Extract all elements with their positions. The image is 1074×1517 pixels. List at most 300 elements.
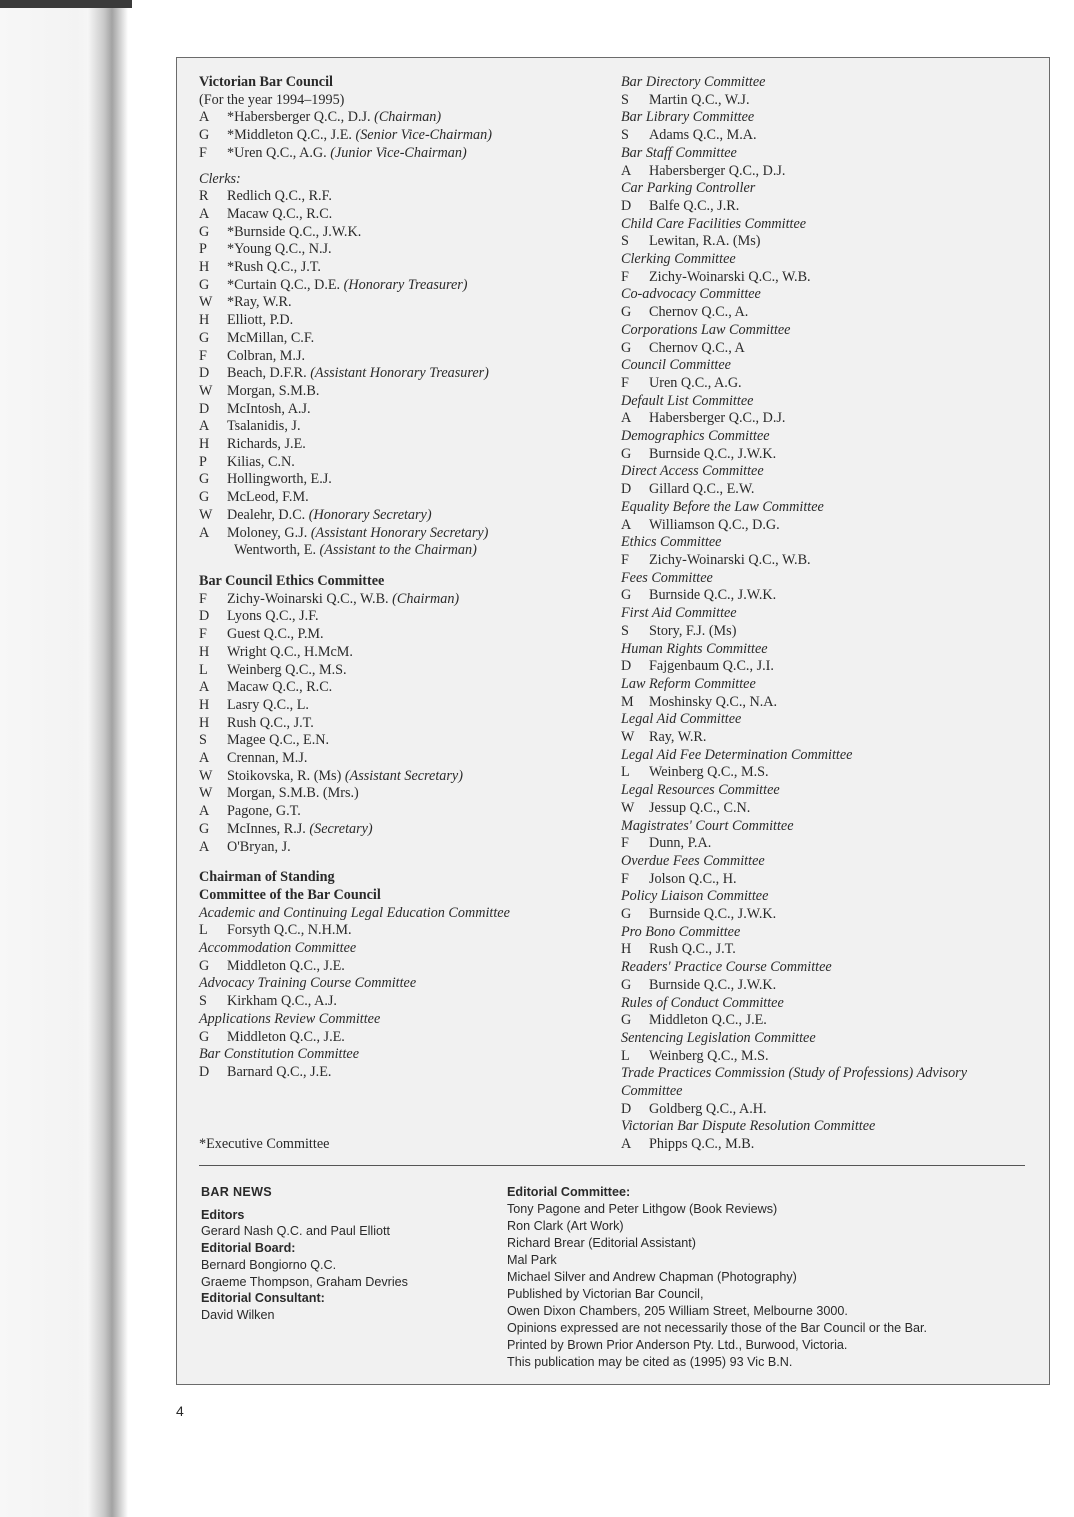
member-entry [199, 542, 609, 560]
member-entry [621, 906, 1041, 924]
credit-line: Michael Silver and Andrew Chapman (Photography) [507, 1270, 797, 1284]
clerk-code: A [199, 524, 210, 541]
member-entry [621, 1136, 1041, 1154]
clerk-code: F [199, 347, 207, 364]
member-entry [199, 662, 609, 680]
clerk-code: M [621, 693, 634, 710]
member-entry [199, 525, 609, 543]
member-entry [621, 694, 1041, 712]
clerk-code: F [199, 144, 207, 161]
member-entry [621, 764, 1041, 782]
member-name: Pagone, G.T. [227, 803, 301, 820]
page-spine [88, 0, 128, 1517]
member-entry [199, 768, 609, 786]
member-name: Weinberg Q.C., M.S. [227, 661, 347, 678]
masthead-title: BAR NEWS [201, 1185, 272, 1199]
member-entry [199, 401, 609, 419]
member-entry [199, 715, 609, 733]
committee-title: Co-advocacy Committee [621, 286, 761, 303]
member-entry [199, 330, 609, 348]
clerk-code: D [199, 1063, 210, 1080]
member-entry [199, 127, 609, 145]
clerk-code: W [621, 729, 635, 746]
credit-line: Tony Pagone and Peter Lithgow (Book Reviews) [507, 1202, 778, 1216]
member-entry [199, 591, 609, 609]
member-entry [621, 658, 1041, 676]
member-name: Uren Q.C., A.G. [649, 374, 742, 391]
member-role: (Assistant Honorary Secretary) [310, 524, 489, 541]
member-name: Burnside Q.C., J.W.K. [649, 976, 777, 993]
committee-title: Fees Committee [621, 569, 713, 586]
credit-line: Printed by Brown Prior Anderson Pty. Ltd., Burwood, Victoria. [507, 1338, 848, 1352]
member-name: Lyons Q.C., J.F. [227, 608, 319, 625]
member-name: Moshinsky Q.C., N.A. [649, 693, 778, 710]
clerk-code: L [621, 1047, 630, 1064]
member-name: Kilias, C.N. [227, 453, 295, 470]
board-member: Graeme Thompson, Graham Devries [201, 1274, 408, 1289]
board-member: Bernard Bongiorno Q.C. [201, 1257, 337, 1272]
member-entry [199, 365, 609, 383]
committee-title: Magistrates' Court Committee [621, 817, 794, 834]
member-name: Crennan, M.J. [227, 750, 308, 767]
member-name: Lewitan, R.A. (Ms) [649, 233, 761, 250]
committee-title: Bar Constitution Committee [199, 1046, 360, 1063]
member-entry [199, 993, 609, 1011]
member-entry [621, 481, 1041, 499]
clerk-code: A [621, 162, 632, 179]
clerk-code: W [199, 767, 213, 784]
member-entry [199, 732, 609, 750]
clerk-code: H [199, 312, 210, 329]
member-entry [199, 1029, 609, 1047]
member-name: Weinberg Q.C., M.S. [649, 764, 769, 781]
member-role: (Senior Vice-Chairman) [355, 127, 492, 144]
editors-heading: Editors [201, 1207, 245, 1222]
clerk-code: G [621, 339, 632, 356]
committee-title: First Aid Committee [621, 605, 737, 622]
member-entry [199, 839, 609, 857]
member-role: (Honorary Treasurer) [343, 276, 468, 293]
member-entry [199, 958, 609, 976]
member-role: (Junior Vice-Chairman) [330, 144, 467, 161]
left-column [199, 74, 609, 1082]
committee-title: Bar Staff Committee [621, 144, 737, 161]
clerk-code: W [199, 785, 213, 802]
credit-line: Richard Brear (Editorial Assistant) [507, 1236, 696, 1250]
clerk-code: G [199, 489, 210, 506]
clerk-code: G [199, 127, 210, 144]
member-role: (Assistant to the Chairman) [319, 542, 477, 559]
clerk-code: A [621, 410, 632, 427]
clerk-code: D [199, 365, 210, 382]
clerk-code: P [199, 453, 207, 470]
clerk-code: H [621, 941, 632, 958]
committee-title: Car Parking Controller [621, 180, 756, 197]
member-entry [199, 188, 609, 206]
clerk-code: W [199, 294, 213, 311]
member-name: Middleton Q.C., J.E. [227, 957, 345, 974]
clerk-code: S [199, 993, 207, 1010]
member-name: Beach, D.F.R. [227, 365, 307, 382]
clerk-code: G [199, 471, 210, 488]
clerk-code: G [621, 976, 632, 993]
member-name: Burnside Q.C., J.W.K. [649, 445, 777, 462]
member-name: Zichy-Woinarski Q.C., W.B. [649, 551, 811, 568]
committee-title: Legal Aid Committee [621, 711, 742, 728]
member-entry [199, 507, 609, 525]
clerk-code: D [199, 608, 210, 625]
credit-line: This publication may be cited as (1995) 93 Vic B.N. [507, 1355, 793, 1369]
member-name: Dealehr, D.C. [227, 506, 306, 523]
consultant-heading: Editorial Consultant: [201, 1291, 325, 1306]
clerk-code: S [199, 732, 207, 749]
committee-title: Victorian Bar Dispute Resolution Committee [621, 1118, 876, 1135]
committee-title: Sentencing Legislation Committee [621, 1029, 816, 1046]
member-entry [199, 489, 609, 507]
member-name: Macaw Q.C., R.C. [227, 679, 333, 696]
member-name: Goldberg Q.C., A.H. [649, 1100, 767, 1117]
clerk-code: P [199, 241, 207, 258]
member-entry [199, 294, 609, 312]
member-entry [199, 277, 609, 295]
committee-title: Bar Library Committee [621, 109, 755, 126]
clerk-code: S [621, 91, 629, 108]
clerk-code: G [199, 223, 210, 240]
member-name: Zichy-Woinarski Q.C., W.B. [227, 590, 389, 607]
member-entry [621, 304, 1041, 322]
member-name: Moloney, G.J. [227, 524, 308, 541]
clerk-code: G [199, 820, 210, 837]
credit-line: Owen Dixon Chambers, 205 William Street, Melbourne 3000. [507, 1304, 848, 1318]
member-name: Dunn, P.A. [649, 835, 712, 852]
member-name: *Ray, W.R. [227, 294, 292, 311]
committee-title: Committee [621, 1083, 683, 1100]
page-number: 4 [176, 1403, 184, 1419]
member-entry [621, 163, 1041, 181]
member-entry [621, 871, 1041, 889]
member-entry [621, 800, 1041, 818]
member-name: Gillard Q.C., E.W. [649, 481, 755, 498]
member-name: McInnes, R.J. [227, 820, 306, 837]
clerk-code: G [621, 445, 632, 462]
committee-title: Law Reform Committee [621, 675, 756, 692]
committee-title: Ethics Committee [621, 534, 722, 551]
member-name: Stoikovska, R. (Ms) [227, 767, 342, 784]
member-name: O'Bryan, J. [227, 838, 291, 855]
credits-heading: Editorial Committee: [507, 1185, 631, 1199]
member-name: Wright Q.C., H.McM. [227, 643, 353, 660]
member-entry [621, 835, 1041, 853]
editors: Gerard Nash Q.C. and Paul Elliott [201, 1224, 390, 1239]
member-entry [621, 1012, 1041, 1030]
clerk-code: H [199, 643, 210, 660]
member-role: (Assistant Secretary) [344, 767, 463, 784]
member-name: Hollingworth, E.J. [227, 471, 332, 488]
member-name: Fajgenbaum Q.C., J.I. [649, 658, 774, 675]
committee-title: Demographics Committee [621, 428, 770, 445]
clerk-code: A [621, 516, 632, 533]
member-name: *Young Q.C., N.J. [227, 241, 332, 258]
member-role: (Secretary) [309, 820, 373, 837]
member-entry [621, 517, 1041, 535]
member-entry [621, 552, 1041, 570]
clerk-code: F [621, 551, 629, 568]
member-name: Chernov Q.C., A [649, 339, 745, 356]
member-name: Martin Q.C., W.J. [649, 91, 750, 108]
member-name: *Uren Q.C., A.G. [227, 144, 327, 161]
section-heading: Committee of the Bar Council [199, 886, 381, 903]
committee-title: Advocacy Training Course Committee [199, 975, 417, 992]
member-name: Elliott, P.D. [227, 312, 294, 329]
member-entry [199, 109, 609, 127]
page-edge-tab [0, 0, 132, 8]
spacer [199, 163, 609, 171]
member-name: Habersberger Q.C., D.J. [649, 410, 786, 427]
clerk-code: D [621, 197, 632, 214]
credit-line: Published by Victorian Bar Council, [507, 1287, 704, 1301]
committee-title: Default List Committee [621, 392, 754, 409]
member-name: Richards, J.E. [227, 436, 306, 453]
member-name: Jolson Q.C., H. [649, 870, 737, 887]
member-name: Ray, W.R. [649, 729, 707, 746]
member-name: *Rush Q.C., J.T. [227, 259, 321, 276]
clerk-code: G [621, 1012, 632, 1029]
member-entry [621, 977, 1041, 995]
committee-title: Trade Practices Commission (Study of Professions) Advisory [621, 1065, 967, 1082]
clerk-code: S [621, 233, 629, 250]
clerk-code: F [199, 626, 207, 643]
content-frame [176, 57, 1050, 1385]
footnote: *Executive Committee [199, 1136, 330, 1152]
clerk-code: D [199, 400, 210, 417]
committee-title: Overdue Fees Committee [621, 852, 765, 869]
clerk-code: G [199, 957, 210, 974]
committee-title: Bar Directory Committee [621, 74, 766, 90]
member-name: Colbran, M.J. [227, 347, 306, 364]
member-entry [199, 821, 609, 839]
committee-title: Clerking Committee [621, 251, 736, 268]
member-name: Chernov Q.C., A. [649, 304, 749, 321]
member-entry [199, 750, 609, 768]
member-entry [621, 729, 1041, 747]
member-entry [199, 312, 609, 330]
member-entry [199, 679, 609, 697]
board-heading: Editorial Board: [201, 1241, 296, 1256]
member-entry [199, 803, 609, 821]
member-name: Redlich Q.C., R.F. [227, 188, 332, 205]
clerk-code: F [621, 835, 629, 852]
clerk-code: S [621, 127, 629, 144]
member-entry [199, 785, 609, 803]
committee-title: Pro Bono Committee [621, 923, 741, 940]
committee-title: Council Committee [621, 357, 731, 374]
clerk-code: A [199, 750, 210, 767]
clerk-code: A [199, 679, 210, 696]
member-name: Morgan, S.M.B. [227, 382, 320, 399]
member-entry [199, 644, 609, 662]
clerk-code: A [199, 418, 210, 435]
clerk-code: G [199, 1028, 210, 1045]
member-name: Burnside Q.C., J.W.K. [649, 906, 777, 923]
clerk-code: D [621, 481, 632, 498]
member-name: Adams Q.C., M.A. [649, 127, 757, 144]
member-name: *Curtain Q.C., D.E. [227, 276, 341, 293]
member-entry [199, 259, 609, 277]
committee-title: Equality Before the Law Committee [621, 498, 824, 515]
right-column [621, 74, 1041, 1154]
committee-title: Clerks: [199, 170, 241, 187]
credit-line: Mal Park [507, 1253, 557, 1267]
member-role: (Chairman) [374, 109, 442, 126]
member-name: Guest Q.C., P.M. [227, 626, 324, 643]
term-note: (For the year 1994–1995) [199, 91, 345, 108]
member-entry [199, 241, 609, 259]
member-entry [621, 623, 1041, 641]
section-heading: Victorian Bar Council [199, 74, 333, 90]
member-entry [199, 348, 609, 366]
member-entry [199, 608, 609, 626]
clerk-code: G [621, 587, 632, 604]
member-entry [199, 436, 609, 454]
clerk-code: G [621, 304, 632, 321]
member-name: McMillan, C.F. [227, 329, 315, 346]
member-entry [199, 145, 609, 163]
member-entry [199, 418, 609, 436]
committee-title: Legal Aid Fee Determination Committee [621, 746, 853, 763]
member-name: *Habersberger Q.C., D.J. [227, 109, 371, 126]
member-name: Tsalanidis, J. [227, 418, 301, 435]
consultant: David Wilken [201, 1307, 275, 1322]
member-name: *Burnside Q.C., J.W.K. [227, 223, 362, 240]
member-name: *Middleton Q.C., J.E. [227, 127, 352, 144]
member-name: Balfe Q.C., J.R. [649, 197, 740, 214]
member-name: Middleton Q.C., J.E. [649, 1012, 767, 1029]
member-entry [621, 410, 1041, 428]
clerk-code: G [621, 906, 632, 923]
member-entry [621, 941, 1041, 959]
member-entry [621, 127, 1041, 145]
editorial-credits [507, 1184, 1037, 1371]
committee-title: Legal Resources Committee [621, 782, 780, 799]
section-heading: Bar Council Ethics Committee [199, 572, 385, 589]
member-name: Magee Q.C., E.N. [227, 732, 330, 749]
committee-title: Accommodation Committee [199, 940, 357, 957]
committee-title: Human Rights Committee [621, 640, 768, 657]
member-name: Rush Q.C., J.T. [227, 714, 314, 731]
member-entry [199, 1064, 609, 1082]
clerk-code: F [621, 268, 629, 285]
member-entry [199, 471, 609, 489]
member-name: Story, F.J. (Ms) [649, 622, 737, 639]
member-role: (Chairman) [392, 590, 460, 607]
clerk-code: H [199, 436, 210, 453]
member-name: Williamson Q.C., D.G. [649, 516, 780, 533]
member-name: Rush Q.C., J.T. [649, 941, 736, 958]
clerk-code: L [199, 661, 208, 678]
clerk-code: H [199, 259, 210, 276]
masthead [201, 1184, 481, 1324]
clerk-code: G [199, 276, 210, 293]
clerk-code: L [199, 922, 208, 939]
member-name: Phipps Q.C., M.B. [649, 1136, 755, 1153]
member-entry [621, 1101, 1041, 1119]
member-name: Barnard Q.C., J.E. [227, 1063, 332, 1080]
member-entry [621, 375, 1041, 393]
member-role: (Assistant Honorary Treasurer) [310, 365, 489, 382]
clerk-code: S [621, 622, 629, 639]
clerk-code: A [199, 803, 210, 820]
member-entry [621, 198, 1041, 216]
member-name: Wentworth, E. [234, 542, 316, 559]
spacer [199, 856, 609, 869]
member-entry [621, 269, 1041, 287]
member-name: Lasry Q.C., L. [227, 696, 309, 713]
clerk-code: L [621, 764, 630, 781]
member-name: Burnside Q.C., J.W.K. [649, 587, 777, 604]
clerk-code: F [199, 590, 207, 607]
member-entry [199, 922, 609, 940]
clerk-code: G [199, 329, 210, 346]
member-entry [621, 446, 1041, 464]
clerk-code: W [199, 506, 213, 523]
clerk-code: A [199, 205, 210, 222]
member-entry [199, 626, 609, 644]
clerk-code: A [199, 838, 210, 855]
clerk-code: A [199, 109, 210, 126]
credit-line: Ron Clark (Art Work) [507, 1219, 624, 1233]
clerk-code: H [199, 714, 210, 731]
member-name: McLeod, F.M. [227, 489, 309, 506]
committee-title: Academic and Continuing Legal Education Committee [199, 904, 510, 921]
member-name: Habersberger Q.C., D.J. [649, 162, 786, 179]
clerk-code: F [621, 374, 629, 391]
spacer [199, 560, 609, 573]
committee-title: Corporations Law Committee [621, 321, 791, 338]
committee-title: Policy Liaison Committee [621, 888, 769, 905]
member-name: Kirkham Q.C., A.J. [227, 993, 337, 1010]
clerk-code: F [621, 870, 629, 887]
member-name: Zichy-Woinarski Q.C., W.B. [649, 268, 811, 285]
member-entry [199, 454, 609, 472]
member-entry [199, 224, 609, 242]
member-name: Morgan, S.M.B. (Mrs.) [227, 785, 359, 802]
committee-title: Child Care Facilities Committee [621, 215, 807, 232]
member-entry [199, 383, 609, 401]
credit-line: Opinions expressed are not necessarily those of the Bar Council or the Bar. [507, 1321, 928, 1335]
clerk-code: D [621, 658, 632, 675]
member-entry [621, 340, 1041, 358]
section-heading: Chairman of Standing [199, 869, 335, 886]
member-name: McIntosh, A.J. [227, 400, 311, 417]
committee-title: Rules of Conduct Committee [621, 994, 784, 1011]
member-entry [199, 206, 609, 224]
member-entry [199, 697, 609, 715]
clerk-code: A [621, 1136, 632, 1153]
clerk-code: W [199, 382, 213, 399]
divider-rule [199, 1165, 1025, 1166]
member-name: Weinberg Q.C., M.S. [649, 1047, 769, 1064]
clerk-code: D [621, 1100, 632, 1117]
member-entry [621, 233, 1041, 251]
clerk-code: H [199, 696, 210, 713]
member-entry [621, 587, 1041, 605]
committee-title: Applications Review Committee [199, 1010, 381, 1027]
member-name: Middleton Q.C., J.E. [227, 1028, 345, 1045]
committee-title: Direct Access Committee [621, 463, 764, 480]
member-entry [621, 1048, 1041, 1066]
member-name: Forsyth Q.C., N.H.M. [227, 922, 352, 939]
member-name: Macaw Q.C., R.C. [227, 205, 333, 222]
